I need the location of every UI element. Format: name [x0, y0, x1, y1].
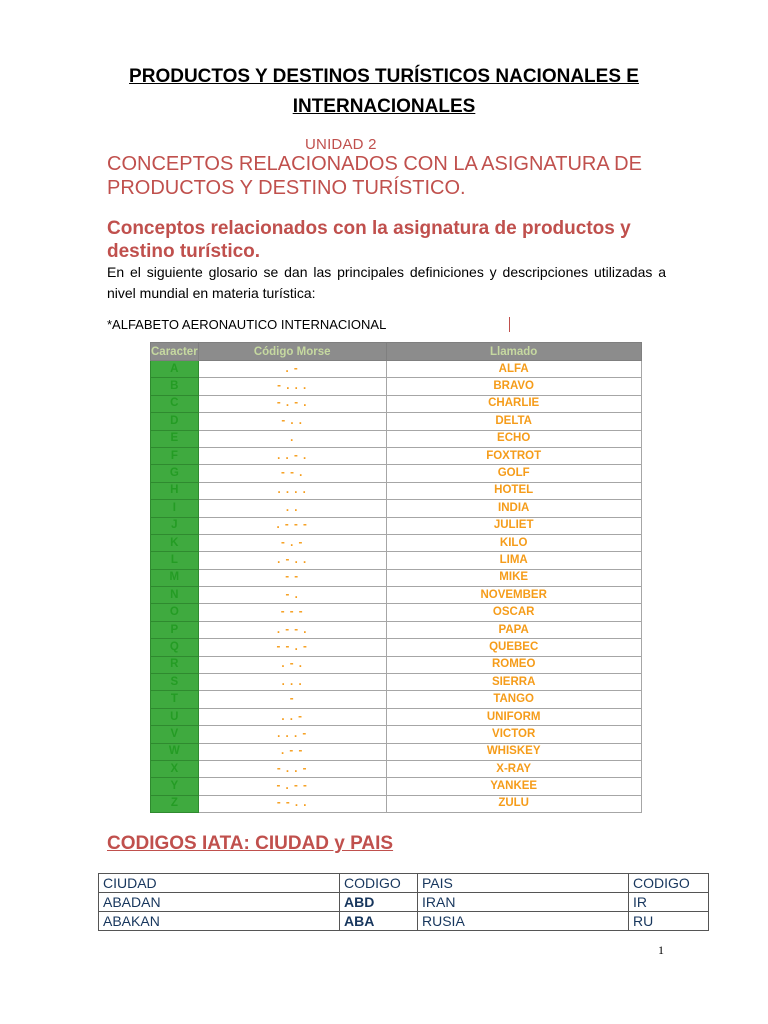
morse-code-cell: . - - . [198, 621, 386, 638]
morse-code-cell: . . . - [198, 726, 386, 743]
table-row [151, 552, 642, 569]
table-row [151, 413, 642, 430]
character-cell: D [151, 413, 199, 430]
table-row [151, 587, 642, 604]
character-cell: Y [151, 778, 199, 795]
country-cell: RUSIA [418, 912, 629, 931]
header-codigo-pais: CODIGO [629, 874, 709, 893]
table-row [151, 465, 642, 482]
call-name-cell: TANGO [386, 691, 641, 708]
table-row [151, 778, 642, 795]
table-row [151, 395, 642, 412]
character-cell: E [151, 430, 199, 447]
call-name-cell: BRAVO [386, 378, 641, 395]
document-title-line-1: PRODUCTOS Y DESTINOS TURÍSTICOS NACIONALES E [129, 66, 639, 87]
character-cell: W [151, 743, 199, 760]
table-row [151, 517, 642, 534]
character-cell: G [151, 465, 199, 482]
character-cell: N [151, 587, 199, 604]
morse-code-cell: . . - . [198, 447, 386, 464]
city-cell: ABADAN [99, 893, 340, 912]
character-cell: F [151, 447, 199, 464]
table-row [151, 674, 642, 691]
character-cell: I [151, 500, 199, 517]
table-row [151, 447, 642, 464]
table-row [151, 656, 642, 673]
call-name-cell: WHISKEY [386, 743, 641, 760]
call-name-cell: CHARLIE [386, 395, 641, 412]
table-row [99, 912, 709, 931]
character-cell: X [151, 760, 199, 777]
morse-code-cell: - - . [198, 465, 386, 482]
morse-code-cell: . - - [198, 743, 386, 760]
character-cell: V [151, 726, 199, 743]
table-row [151, 726, 642, 743]
call-name-cell: VICTOR [386, 726, 641, 743]
header-ciudad: CIUDAD [99, 874, 340, 893]
unit-label: UNIDAD 2 [305, 136, 377, 153]
character-cell: U [151, 708, 199, 725]
morse-alphabet-table [150, 342, 642, 813]
table-row [151, 361, 642, 378]
page-number: 1 [658, 943, 664, 957]
call-name-cell: GOLF [386, 465, 641, 482]
table-row [151, 378, 642, 395]
city-cell: ABAKAN [99, 912, 340, 931]
header-pais: PAIS [418, 874, 629, 893]
morse-code-cell: - . - [198, 534, 386, 551]
character-cell: J [151, 517, 199, 534]
morse-code-cell: . - . [198, 656, 386, 673]
morse-code-cell: . . . [198, 674, 386, 691]
call-name-cell: MIKE [386, 569, 641, 586]
call-name-cell: ALFA [386, 361, 641, 378]
character-cell: M [151, 569, 199, 586]
morse-code-cell: . - - - [198, 517, 386, 534]
table-row [151, 691, 642, 708]
call-name-cell: JULIET [386, 517, 641, 534]
character-cell: Q [151, 639, 199, 656]
country-code-cell: IR [629, 893, 709, 912]
subsection-heading: Conceptos relacionados con la asignatura de productos y destino turístico. [107, 218, 631, 262]
morse-code-cell: . [198, 430, 386, 447]
country-cell: IRAN [418, 893, 629, 912]
morse-code-cell: . . . . [198, 482, 386, 499]
call-name-cell: INDIA [386, 500, 641, 517]
morse-code-cell: - - . . [198, 795, 386, 812]
header-llamado: Llamado [386, 343, 641, 361]
morse-code-cell: - [198, 691, 386, 708]
call-name-cell: KILO [386, 534, 641, 551]
call-name-cell: X-RAY [386, 760, 641, 777]
call-name-cell: ECHO [386, 430, 641, 447]
morse-code-cell: - - . - [198, 639, 386, 656]
character-cell: A [151, 361, 199, 378]
table-row [99, 893, 709, 912]
table-row [151, 604, 642, 621]
character-cell: B [151, 378, 199, 395]
character-cell: O [151, 604, 199, 621]
header-codigo-morse: Código Morse [198, 343, 386, 361]
table-row [151, 795, 642, 812]
character-cell: P [151, 621, 199, 638]
call-name-cell: SIERRA [386, 674, 641, 691]
morse-code-cell: . - . . [198, 552, 386, 569]
call-name-cell: PAPA [386, 621, 641, 638]
city-code-cell: ABD [340, 893, 418, 912]
intro-paragraph: En el siguiente glosario se dan las principales definiciones y descripciones utilizadas a nivel mundial en materia turística: [107, 264, 666, 301]
morse-code-cell: . . - [198, 708, 386, 725]
city-code-cell: ABA [340, 912, 418, 931]
morse-code-cell: - . [198, 587, 386, 604]
morse-code-cell: - . - - [198, 778, 386, 795]
table-row [151, 482, 642, 499]
iata-heading: CODIGOS IATA: CIUDAD y PAIS [107, 833, 394, 854]
character-cell: H [151, 482, 199, 499]
character-cell: T [151, 691, 199, 708]
call-name-cell: ZULU [386, 795, 641, 812]
section-heading: CONCEPTOS RELACIONADOS CON LA ASIGNATURA DE PRODUCTOS Y DESTINO TURÍSTICO. [107, 153, 642, 199]
morse-code-cell: - - - [198, 604, 386, 621]
character-cell: R [151, 656, 199, 673]
table-row [151, 534, 642, 551]
table-row [151, 743, 642, 760]
morse-code-cell: . - [198, 361, 386, 378]
morse-code-cell: - . . [198, 413, 386, 430]
call-name-cell: QUEBEC [386, 639, 641, 656]
call-name-cell: UNIFORM [386, 708, 641, 725]
morse-table-header-row [151, 343, 642, 361]
call-name-cell: FOXTROT [386, 447, 641, 464]
table-row [151, 639, 642, 656]
table-row [151, 708, 642, 725]
iata-codes-table [98, 873, 709, 931]
character-cell: L [151, 552, 199, 569]
character-cell: C [151, 395, 199, 412]
iata-header-row [99, 874, 709, 893]
header-codigo-ciudad: CODIGO [340, 874, 418, 893]
table-row [151, 500, 642, 517]
country-code-cell: RU [629, 912, 709, 931]
morse-code-cell: . . [198, 500, 386, 517]
alphabet-label: *ALFABETO AERONAUTICO INTERNACIONAL [107, 317, 387, 332]
table-row [151, 760, 642, 777]
table-row [151, 569, 642, 586]
call-name-cell: OSCAR [386, 604, 641, 621]
call-name-cell: DELTA [386, 413, 641, 430]
morse-code-cell: - - [198, 569, 386, 586]
character-cell: S [151, 674, 199, 691]
morse-table-body [151, 361, 642, 813]
call-name-cell: HOTEL [386, 482, 641, 499]
morse-code-cell: - . . - [198, 760, 386, 777]
call-name-cell: ROMEO [386, 656, 641, 673]
call-name-cell: YANKEE [386, 778, 641, 795]
table-row [151, 621, 642, 638]
call-name-cell: NOVEMBER [386, 587, 641, 604]
morse-code-cell: - . - . [198, 395, 386, 412]
call-name-cell: LIMA [386, 552, 641, 569]
header-caracter: Caracter [151, 343, 199, 361]
text-cursor [509, 317, 510, 332]
character-cell: Z [151, 795, 199, 812]
morse-code-cell: - . . . [198, 378, 386, 395]
document-title-line-2: INTERNACIONALES [292, 96, 476, 117]
character-cell: K [151, 534, 199, 551]
table-row [151, 430, 642, 447]
